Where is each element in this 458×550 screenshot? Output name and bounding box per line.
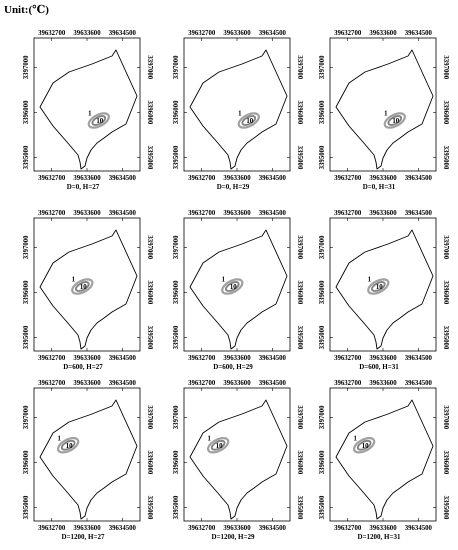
x-tick-label-top: 39633600 bbox=[73, 380, 101, 387]
x-tick-label-top: 39633600 bbox=[369, 210, 397, 217]
x-tick-label-bottom: 39632700 bbox=[188, 355, 216, 362]
x-tick-label-top: 39634500 bbox=[258, 30, 286, 37]
x-tick-label-bottom: 39633600 bbox=[369, 355, 397, 362]
contour-label-outer: 1 bbox=[57, 435, 61, 443]
y-tick-label-right: 3397000 bbox=[296, 405, 303, 430]
site-boundary bbox=[190, 400, 287, 519]
contour-label-outer: 1 bbox=[221, 276, 225, 284]
contour-label-inner: 10 bbox=[96, 118, 104, 126]
x-tick-label-bottom: 39633600 bbox=[223, 355, 251, 362]
x-tick-label-top: 39634500 bbox=[108, 30, 136, 37]
y-tick-label-left: 3396000 bbox=[319, 100, 326, 125]
panel-caption: D=1200, H=27 bbox=[61, 533, 105, 541]
x-tick-label-top: 39633600 bbox=[369, 380, 397, 387]
panel-caption: D=600, H=27 bbox=[63, 363, 103, 371]
unit-label: Unit:(℃) bbox=[4, 4, 49, 16]
x-tick-label-bottom: 39632700 bbox=[188, 525, 216, 532]
x-tick-label-bottom: 39634500 bbox=[258, 355, 286, 362]
y-tick-label-left: 3396000 bbox=[173, 450, 180, 475]
x-tick-label-top: 39632700 bbox=[334, 30, 362, 37]
x-tick-label-top: 39632700 bbox=[334, 210, 362, 217]
site-boundary bbox=[336, 400, 433, 519]
site-boundary bbox=[40, 50, 137, 169]
site-boundary bbox=[190, 50, 287, 169]
x-tick-label-top: 39634500 bbox=[404, 380, 432, 387]
x-tick-label-top: 39633600 bbox=[223, 380, 251, 387]
map-svg bbox=[162, 372, 304, 544]
y-tick-label-left: 3397000 bbox=[319, 235, 326, 260]
y-tick-label-right: 3395000 bbox=[146, 495, 153, 520]
y-tick-label-right: 3396000 bbox=[442, 100, 449, 125]
y-tick-label-right: 3395000 bbox=[146, 325, 153, 350]
y-tick-label-right: 3395000 bbox=[442, 145, 449, 170]
x-tick-label-top: 39632700 bbox=[38, 210, 66, 217]
y-tick-label-right: 3395000 bbox=[146, 145, 153, 170]
x-tick-label-top: 39634500 bbox=[258, 380, 286, 387]
x-tick-label-bottom: 39634500 bbox=[108, 355, 136, 362]
contour-label-outer: 1 bbox=[88, 110, 92, 118]
x-tick-label-bottom: 39632700 bbox=[334, 355, 362, 362]
map-frame bbox=[330, 388, 436, 521]
y-tick-label-right: 3395000 bbox=[296, 325, 303, 350]
panel-caption: D=1200, H=29 bbox=[211, 533, 255, 541]
y-tick-label-left: 3397000 bbox=[173, 55, 180, 80]
map-svg bbox=[308, 202, 450, 374]
x-tick-label-bottom: 39634500 bbox=[404, 525, 432, 532]
x-tick-label-bottom: 39633600 bbox=[73, 355, 101, 362]
x-tick-label-top: 39634500 bbox=[258, 210, 286, 217]
x-tick-label-bottom: 39634500 bbox=[258, 175, 286, 182]
map-frame bbox=[184, 218, 290, 351]
y-tick-label-right: 3397000 bbox=[146, 405, 153, 430]
y-tick-label-left: 3397000 bbox=[23, 405, 30, 430]
contour-label-inner: 10 bbox=[229, 284, 237, 292]
contour-label-inner: 10 bbox=[246, 118, 254, 126]
x-tick-label-bottom: 39632700 bbox=[38, 175, 66, 182]
y-tick-label-right: 3395000 bbox=[442, 325, 449, 350]
panel-caption: D=1200, H=31 bbox=[357, 533, 401, 541]
y-tick-label-left: 3395000 bbox=[319, 145, 326, 170]
site-boundary bbox=[336, 50, 433, 169]
panel-caption: D=0, H=27 bbox=[66, 183, 100, 191]
x-tick-label-top: 39632700 bbox=[334, 380, 362, 387]
x-tick-label-top: 39633600 bbox=[73, 210, 101, 217]
y-tick-label-right: 3396000 bbox=[296, 280, 303, 305]
contour-label-outer: 1 bbox=[207, 435, 211, 443]
x-tick-label-bottom: 39633600 bbox=[369, 175, 397, 182]
y-tick-label-right: 3397000 bbox=[296, 55, 303, 80]
y-tick-label-left: 3396000 bbox=[319, 280, 326, 305]
contour-label-outer: 1 bbox=[367, 276, 371, 284]
y-tick-label-left: 3395000 bbox=[319, 495, 326, 520]
y-tick-label-right: 3397000 bbox=[146, 235, 153, 260]
x-tick-label-top: 39633600 bbox=[73, 30, 101, 37]
map-panel bbox=[162, 202, 304, 374]
x-tick-label-bottom: 39634500 bbox=[108, 525, 136, 532]
y-tick-label-left: 3397000 bbox=[173, 235, 180, 260]
y-tick-label-left: 3396000 bbox=[23, 100, 30, 125]
y-tick-label-left: 3397000 bbox=[23, 235, 30, 260]
x-tick-label-top: 39632700 bbox=[38, 30, 66, 37]
map-frame bbox=[184, 38, 290, 171]
x-tick-label-bottom: 39632700 bbox=[334, 175, 362, 182]
y-tick-label-right: 3396000 bbox=[296, 450, 303, 475]
y-tick-label-left: 3397000 bbox=[23, 55, 30, 80]
y-tick-label-left: 3395000 bbox=[173, 495, 180, 520]
y-tick-label-right: 3397000 bbox=[442, 235, 449, 260]
y-tick-label-left: 3395000 bbox=[23, 325, 30, 350]
map-frame bbox=[330, 218, 436, 351]
y-tick-label-right: 3397000 bbox=[296, 235, 303, 260]
map-panel bbox=[308, 202, 450, 374]
x-tick-label-top: 39634500 bbox=[108, 380, 136, 387]
x-tick-label-top: 39633600 bbox=[223, 30, 251, 37]
y-tick-label-right: 3396000 bbox=[146, 280, 153, 305]
x-tick-label-top: 39632700 bbox=[188, 380, 216, 387]
map-panel bbox=[308, 372, 450, 544]
map-panel bbox=[308, 22, 450, 194]
y-tick-label-right: 3397000 bbox=[442, 405, 449, 430]
map-frame bbox=[34, 218, 140, 351]
x-tick-label-bottom: 39632700 bbox=[38, 525, 66, 532]
x-tick-label-bottom: 39632700 bbox=[334, 525, 362, 532]
y-tick-label-right: 3397000 bbox=[442, 55, 449, 80]
contour-label-inner: 10 bbox=[361, 442, 369, 450]
contour-label-inner: 10 bbox=[392, 118, 400, 126]
y-tick-label-left: 3395000 bbox=[173, 325, 180, 350]
map-panel bbox=[12, 202, 154, 374]
y-tick-label-right: 3396000 bbox=[296, 100, 303, 125]
x-tick-label-bottom: 39633600 bbox=[73, 175, 101, 182]
panel-caption: D=600, H=29 bbox=[213, 363, 253, 371]
y-tick-label-left: 3397000 bbox=[319, 55, 326, 80]
contour-label-outer: 1 bbox=[238, 110, 242, 118]
site-boundary bbox=[40, 400, 137, 519]
map-panel bbox=[162, 22, 304, 194]
map-svg bbox=[12, 372, 154, 544]
y-tick-label-left: 3395000 bbox=[23, 495, 30, 520]
y-tick-label-left: 3395000 bbox=[23, 145, 30, 170]
map-svg bbox=[162, 22, 304, 194]
x-tick-label-top: 39632700 bbox=[38, 380, 66, 387]
x-tick-label-bottom: 39633600 bbox=[223, 175, 251, 182]
x-tick-label-top: 39634500 bbox=[404, 30, 432, 37]
x-tick-label-top: 39632700 bbox=[188, 210, 216, 217]
y-tick-label-right: 3396000 bbox=[442, 450, 449, 475]
x-tick-label-top: 39634500 bbox=[108, 210, 136, 217]
contour-label-inner: 10 bbox=[65, 442, 73, 450]
contour-label-outer: 1 bbox=[71, 276, 75, 284]
y-tick-label-left: 3396000 bbox=[173, 100, 180, 125]
y-tick-label-left: 3396000 bbox=[23, 450, 30, 475]
x-tick-label-top: 39633600 bbox=[369, 30, 397, 37]
y-tick-label-right: 3397000 bbox=[146, 55, 153, 80]
x-tick-label-bottom: 39634500 bbox=[108, 175, 136, 182]
x-tick-label-bottom: 39634500 bbox=[258, 525, 286, 532]
y-tick-label-left: 3395000 bbox=[319, 325, 326, 350]
y-tick-label-left: 3397000 bbox=[319, 405, 326, 430]
map-svg bbox=[308, 372, 450, 544]
map-svg bbox=[308, 22, 450, 194]
panel-caption: D=0, H=29 bbox=[216, 183, 250, 191]
x-tick-label-bottom: 39632700 bbox=[188, 175, 216, 182]
y-tick-label-left: 3396000 bbox=[173, 280, 180, 305]
x-tick-label-top: 39632700 bbox=[188, 30, 216, 37]
x-tick-label-bottom: 39634500 bbox=[404, 175, 432, 182]
y-tick-label-right: 3395000 bbox=[442, 495, 449, 520]
y-tick-label-left: 3397000 bbox=[173, 405, 180, 430]
x-tick-label-top: 39633600 bbox=[223, 210, 251, 217]
map-panel bbox=[162, 372, 304, 544]
y-tick-label-right: 3396000 bbox=[442, 280, 449, 305]
x-tick-label-bottom: 39633600 bbox=[223, 525, 251, 532]
y-tick-label-left: 3396000 bbox=[319, 450, 326, 475]
contour-label-inner: 10 bbox=[375, 284, 383, 292]
map-svg bbox=[12, 202, 154, 374]
map-frame bbox=[34, 38, 140, 171]
map-frame bbox=[330, 38, 436, 171]
x-tick-label-bottom: 39634500 bbox=[404, 355, 432, 362]
contour-label-inner: 10 bbox=[215, 442, 223, 450]
map-svg bbox=[162, 202, 304, 374]
y-tick-label-right: 3395000 bbox=[296, 495, 303, 520]
x-tick-label-top: 39634500 bbox=[404, 210, 432, 217]
x-tick-label-bottom: 39632700 bbox=[38, 355, 66, 362]
map-svg bbox=[12, 22, 154, 194]
panel-caption: D=0, H=31 bbox=[362, 183, 396, 191]
y-tick-label-right: 3395000 bbox=[296, 145, 303, 170]
map-frame bbox=[184, 388, 290, 521]
y-tick-label-left: 3395000 bbox=[173, 145, 180, 170]
panel-caption: D=600, H=31 bbox=[359, 363, 399, 371]
contour-label-outer: 1 bbox=[353, 435, 357, 443]
map-panel bbox=[12, 372, 154, 544]
y-tick-label-left: 3396000 bbox=[23, 280, 30, 305]
x-tick-label-bottom: 39633600 bbox=[73, 525, 101, 532]
contour-label-outer: 1 bbox=[384, 110, 388, 118]
y-tick-label-right: 3396000 bbox=[146, 100, 153, 125]
map-panel bbox=[12, 22, 154, 194]
contour-label-inner: 10 bbox=[79, 284, 87, 292]
map-frame bbox=[34, 388, 140, 521]
y-tick-label-right: 3396000 bbox=[146, 450, 153, 475]
x-tick-label-bottom: 39633600 bbox=[369, 525, 397, 532]
